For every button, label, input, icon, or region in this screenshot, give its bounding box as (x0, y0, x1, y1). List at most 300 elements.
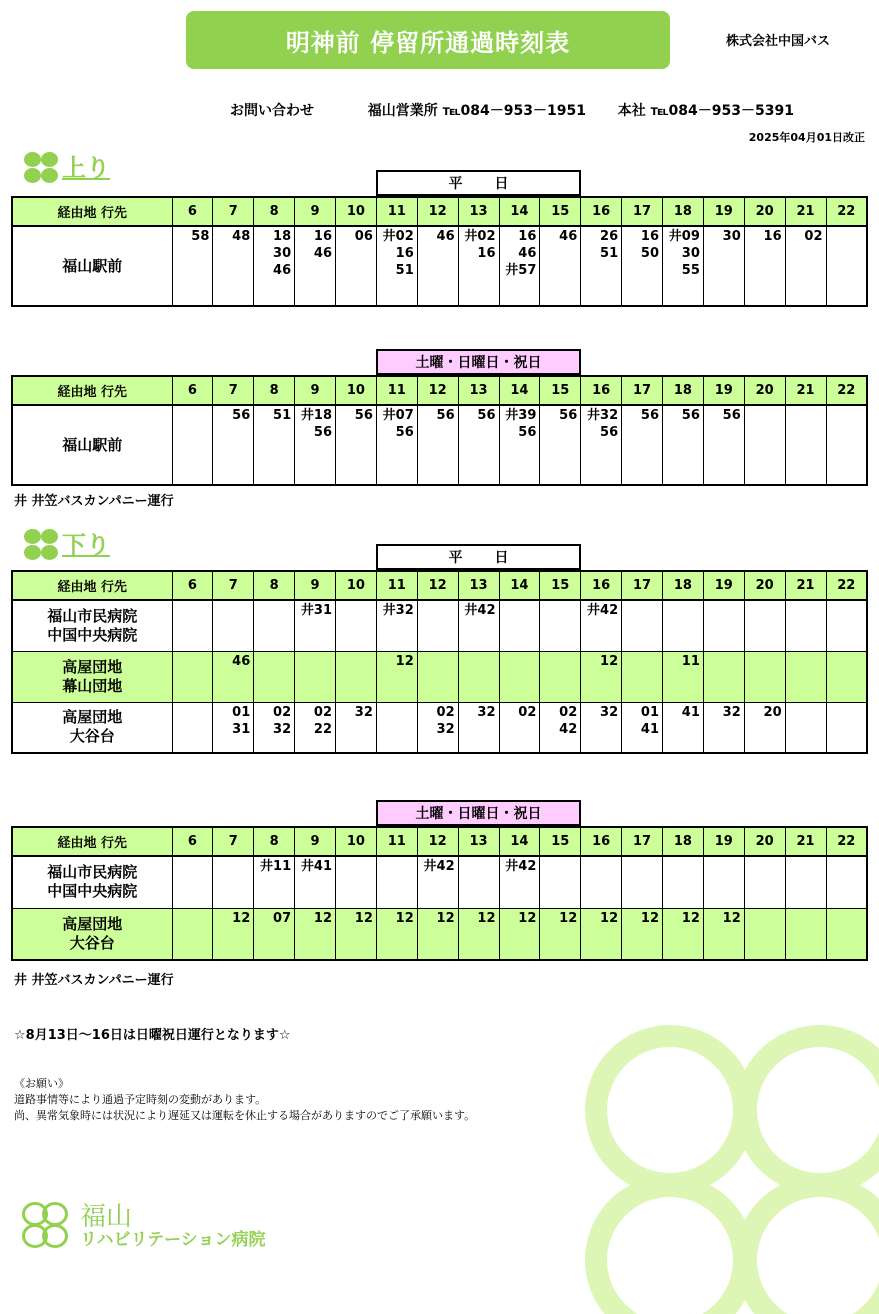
time-cell (254, 908, 295, 960)
route-stop-name: 高屋団地 (62, 708, 123, 727)
departure-minute: 井32 (382, 603, 414, 618)
hour-column-header: 12 (417, 571, 458, 600)
departure-minute: 12 (313, 910, 332, 926)
departure-minute: 50 (640, 246, 659, 261)
time-cell (458, 226, 499, 306)
time-cell (499, 405, 540, 485)
time-cell (295, 856, 336, 908)
hour-column-header: 17 (622, 571, 663, 600)
clover-logo-icon (18, 1198, 76, 1256)
time-cell (581, 405, 622, 485)
hour-column-header: 15 (540, 376, 581, 405)
time-cell (499, 651, 540, 702)
hour-column-header: 18 (663, 376, 704, 405)
time-cell (376, 651, 417, 702)
departure-minute: 01 (640, 704, 659, 720)
departure-minute: 井07 (382, 408, 414, 423)
hour-column-header: 13 (458, 827, 499, 856)
time-cell (703, 908, 744, 960)
time-cell (417, 856, 458, 908)
departure-minute: 12 (600, 653, 619, 669)
timetable-up-holiday (11, 375, 868, 486)
hour-column-header: 12 (417, 376, 458, 405)
hour-column-header: 14 (499, 827, 540, 856)
hour-column-header: 11 (376, 571, 417, 600)
hour-column-header: 15 (540, 571, 581, 600)
departure-minute: 51 (273, 408, 292, 423)
time-cell (417, 226, 458, 306)
departure-minute: 56 (559, 408, 578, 423)
departure-minute: 56 (518, 425, 537, 440)
request-line: 道路事情等により通過予定時刻の変動があります。 (14, 1093, 267, 1106)
request-title: 《お願い》 (14, 1077, 69, 1090)
time-cell (785, 651, 826, 702)
time-cell (785, 405, 826, 485)
hour-column-header: 19 (703, 571, 744, 600)
departure-minute: 30 (273, 246, 292, 261)
hospital-logo (18, 1198, 265, 1256)
time-cell (336, 908, 377, 960)
departure-minute: 02 (313, 704, 332, 720)
hour-column-header: 17 (622, 376, 663, 405)
hour-column-header: 18 (663, 827, 704, 856)
departure-minute: 41 (681, 704, 700, 720)
time-cell (336, 651, 377, 702)
time-cell (744, 405, 785, 485)
time-cell (254, 856, 295, 908)
time-cell (663, 226, 704, 306)
departure-minute: 井18 (300, 408, 332, 423)
time-cell (295, 651, 336, 702)
section-label-up: 上り (62, 154, 110, 182)
time-cell (213, 908, 254, 960)
time-cell (744, 856, 785, 908)
route-stop-name: 大谷台 (69, 933, 115, 952)
day-label-down-weekday: 平日 (376, 544, 581, 570)
departure-minute: 02 (273, 704, 292, 720)
clover-icon (24, 152, 60, 184)
hour-column-header: 21 (785, 376, 826, 405)
time-cell (499, 600, 540, 651)
time-cell (213, 226, 254, 306)
departure-minute: 井09 (668, 229, 700, 244)
hour-column-header: 10 (336, 571, 377, 600)
route-destination (12, 908, 172, 960)
time-cell (458, 702, 499, 753)
timetable-down-holiday (11, 826, 868, 961)
hour-column-header: 19 (703, 827, 744, 856)
time-cell (703, 600, 744, 651)
time-cell (417, 600, 458, 651)
time-cell (622, 226, 663, 306)
departure-minute: 井31 (300, 603, 332, 618)
departure-minute: 16 (313, 229, 332, 244)
time-cell (254, 651, 295, 702)
time-cell (703, 856, 744, 908)
time-cell (703, 226, 744, 306)
departure-minute: 井11 (260, 859, 292, 874)
route-destination (12, 702, 172, 753)
day-label-down-holiday: 土曜・日曜日・祝日 (376, 800, 581, 826)
time-cell (581, 226, 622, 306)
hour-column-header: 11 (376, 827, 417, 856)
route-stop-name: 福山市民病院 (47, 606, 138, 625)
hour-column-header: 18 (663, 197, 704, 226)
hour-column-header: 9 (295, 827, 336, 856)
hour-column-header: 17 (622, 827, 663, 856)
route-stop-name: 福山市民病院 (47, 863, 138, 882)
departure-minute: 12 (640, 910, 659, 926)
departure-minute: 56 (354, 408, 373, 423)
route-stop-name: 中国中央病院 (47, 882, 138, 901)
departure-minute: 22 (313, 721, 332, 737)
time-cell (663, 405, 704, 485)
departure-minute: 32 (273, 721, 292, 737)
hour-column-header: 15 (540, 197, 581, 226)
time-cell (785, 908, 826, 960)
departure-minute: 12 (354, 910, 373, 926)
time-cell (458, 908, 499, 960)
departure-minute: 井02 (464, 229, 496, 244)
departure-minute: 56 (477, 408, 496, 423)
time-cell (744, 908, 785, 960)
departure-minute: 30 (681, 246, 700, 261)
time-cell (826, 226, 867, 306)
time-cell (172, 651, 213, 702)
departure-minute: 井32 (587, 408, 619, 423)
time-cell (213, 405, 254, 485)
time-cell (499, 908, 540, 960)
time-cell (172, 856, 213, 908)
route-destination (12, 651, 172, 702)
hour-column-header: 18 (663, 571, 704, 600)
hour-column-header: 14 (499, 376, 540, 405)
route-column-header: 経由地 行先 (12, 827, 172, 856)
time-cell (744, 600, 785, 651)
departure-minute: 56 (600, 425, 619, 440)
route-stop-name: 福山駅前 (62, 256, 123, 275)
time-cell (254, 226, 295, 306)
departure-minute: 46 (518, 246, 537, 261)
timetable-down-weekday (11, 570, 868, 754)
time-cell (663, 908, 704, 960)
hour-column-header: 13 (458, 197, 499, 226)
hour-column-header: 15 (540, 827, 581, 856)
hour-column-header: 14 (499, 197, 540, 226)
departure-minute: 02 (436, 704, 455, 720)
departure-minute: 20 (763, 704, 782, 720)
route-destination (12, 405, 172, 485)
hour-column-header: 9 (295, 376, 336, 405)
background-clover-decoration (585, 1025, 879, 1314)
hour-column-header: 16 (581, 376, 622, 405)
departure-minute: 32 (600, 704, 619, 720)
time-cell (663, 651, 704, 702)
contact-office2: 本社 ℡084－953－5391 (617, 103, 794, 119)
hour-column-header: 6 (172, 197, 213, 226)
time-cell (540, 702, 581, 753)
hour-column-header: 19 (703, 376, 744, 405)
time-cell (213, 702, 254, 753)
time-cell (663, 702, 704, 753)
departure-minute: 56 (722, 408, 741, 423)
time-cell (826, 600, 867, 651)
time-cell (213, 651, 254, 702)
time-cell (826, 856, 867, 908)
hour-column-header: 9 (295, 197, 336, 226)
time-cell (458, 856, 499, 908)
time-cell (254, 702, 295, 753)
departure-minute: 18 (273, 229, 292, 244)
time-cell (376, 908, 417, 960)
time-cell (785, 226, 826, 306)
departure-minute: 12 (600, 910, 619, 926)
hour-column-header: 6 (172, 376, 213, 405)
hour-column-header: 20 (744, 571, 785, 600)
time-cell (458, 651, 499, 702)
time-cell (336, 856, 377, 908)
route-destination (12, 856, 172, 908)
route-column-header: 経由地 行先 (12, 197, 172, 226)
departure-minute: 01 (232, 704, 251, 720)
route-column-header: 経由地 行先 (12, 571, 172, 600)
departure-minute: 12 (395, 653, 414, 669)
time-cell (622, 600, 663, 651)
departure-minute: 30 (722, 229, 741, 244)
time-cell (295, 600, 336, 651)
departure-minute: 56 (313, 425, 332, 440)
time-cell (785, 856, 826, 908)
departure-minute: 41 (640, 721, 659, 737)
time-cell (336, 600, 377, 651)
departure-minute: 48 (232, 229, 251, 244)
time-cell (703, 651, 744, 702)
operator-note: 井 井笠バスカンパニー運行 (14, 973, 174, 988)
hour-column-header: 7 (213, 376, 254, 405)
hour-column-header: 21 (785, 571, 826, 600)
contact-info (230, 100, 794, 120)
hour-column-header: 12 (417, 827, 458, 856)
time-cell (254, 600, 295, 651)
time-cell (376, 405, 417, 485)
revision-date: 2025年04月01日改正 (748, 131, 865, 144)
time-cell (663, 856, 704, 908)
time-cell (295, 702, 336, 753)
departure-minute: 16 (395, 246, 414, 261)
time-cell (622, 405, 663, 485)
clover-icon (24, 529, 60, 561)
departure-minute: 46 (273, 263, 292, 278)
departure-minute: 12 (722, 910, 741, 926)
time-cell (540, 405, 581, 485)
departure-minute: 58 (191, 229, 210, 244)
request-notes (14, 1076, 475, 1124)
time-cell (744, 702, 785, 753)
contact-office1: 福山営業所 ℡084－953－1951 (367, 103, 586, 119)
departure-minute: 56 (395, 425, 414, 440)
time-cell (295, 405, 336, 485)
time-cell (703, 702, 744, 753)
departure-minute: 32 (436, 721, 455, 737)
hour-column-header: 22 (826, 827, 867, 856)
hour-column-header: 6 (172, 571, 213, 600)
time-cell (499, 702, 540, 753)
timetable-row (12, 702, 867, 753)
hour-column-header: 16 (581, 827, 622, 856)
time-cell (581, 702, 622, 753)
departure-minute: 07 (273, 910, 292, 926)
departure-minute: 46 (436, 229, 455, 244)
holiday-notice: ☆8月13日～16日は日曜祝日運行となります☆ (14, 1028, 291, 1043)
hour-column-header: 13 (458, 376, 499, 405)
departure-minute: 井42 (505, 859, 537, 874)
departure-minute: 02 (559, 704, 578, 720)
hour-column-header: 10 (336, 827, 377, 856)
departure-minute: 井57 (505, 263, 537, 278)
time-cell (376, 600, 417, 651)
contact-label: お問い合わせ (230, 103, 314, 119)
departure-minute: 12 (681, 910, 700, 926)
time-cell (540, 600, 581, 651)
timetable-row (12, 908, 867, 960)
departure-minute: 井42 (423, 859, 455, 874)
departure-minute: 12 (559, 910, 578, 926)
hour-column-header: 17 (622, 197, 663, 226)
hour-column-header: 20 (744, 197, 785, 226)
hour-column-header: 8 (254, 197, 295, 226)
departure-minute: 51 (600, 246, 619, 261)
hour-column-header: 20 (744, 827, 785, 856)
route-destination (12, 226, 172, 306)
hour-column-header: 12 (417, 197, 458, 226)
time-cell (703, 405, 744, 485)
time-cell (581, 600, 622, 651)
logo-text-line2: リハビリテーション病院 (80, 1230, 266, 1250)
time-cell (826, 405, 867, 485)
hour-column-header: 7 (213, 827, 254, 856)
time-cell (336, 702, 377, 753)
time-cell (663, 600, 704, 651)
departure-minute: 02 (518, 704, 537, 720)
time-cell (622, 908, 663, 960)
departure-minute: 32 (354, 704, 373, 720)
time-cell (826, 651, 867, 702)
departure-minute: 55 (681, 263, 700, 278)
page-title: 明神前 停留所通過時刻表 (186, 11, 670, 69)
time-cell (172, 405, 213, 485)
hour-column-header: 19 (703, 197, 744, 226)
time-cell (785, 702, 826, 753)
departure-minute: 12 (518, 910, 537, 926)
time-cell (540, 226, 581, 306)
hour-column-header: 7 (213, 197, 254, 226)
departure-minute: 井42 (464, 603, 496, 618)
time-cell (295, 908, 336, 960)
hour-column-header: 22 (826, 376, 867, 405)
time-cell (254, 405, 295, 485)
route-stop-name: 高屋団地 (62, 657, 123, 676)
departure-minute: 32 (722, 704, 741, 720)
time-cell (581, 856, 622, 908)
route-stop-name: 中国中央病院 (47, 625, 138, 644)
time-cell (458, 600, 499, 651)
hour-column-header: 21 (785, 197, 826, 226)
timetable-row (12, 651, 867, 702)
departure-minute: 16 (763, 229, 782, 244)
time-cell (213, 600, 254, 651)
time-cell (417, 702, 458, 753)
departure-minute: 12 (232, 910, 251, 926)
timetable-row (12, 226, 867, 306)
time-cell (336, 226, 377, 306)
timetable-row (12, 856, 867, 908)
departure-minute: 46 (232, 653, 251, 669)
departure-minute: 56 (232, 408, 251, 423)
hour-column-header: 16 (581, 197, 622, 226)
route-stop-name: 福山駅前 (62, 435, 123, 454)
time-cell (172, 600, 213, 651)
time-cell (785, 600, 826, 651)
timetable-row (12, 600, 867, 651)
time-cell (458, 405, 499, 485)
time-cell (744, 651, 785, 702)
time-cell (826, 908, 867, 960)
day-label-up-weekday: 平日 (376, 170, 581, 196)
hour-column-header: 14 (499, 571, 540, 600)
departure-minute: 32 (477, 704, 496, 720)
time-cell (622, 702, 663, 753)
hour-column-header: 22 (826, 197, 867, 226)
departure-minute: 16 (477, 246, 496, 261)
time-cell (540, 651, 581, 702)
hour-column-header: 21 (785, 827, 826, 856)
time-cell (499, 226, 540, 306)
time-cell (213, 856, 254, 908)
route-stop-name: 高屋団地 (62, 914, 123, 933)
time-cell (744, 226, 785, 306)
departure-minute: 12 (477, 910, 496, 926)
request-line: 尚、異常気象時には状況により遅延又は運転を休止する場合がありますのでご了承願います。 (14, 1109, 476, 1122)
hour-column-header: 22 (826, 571, 867, 600)
hour-column-header: 10 (336, 376, 377, 405)
departure-minute: 31 (232, 721, 251, 737)
departure-minute: 56 (436, 408, 455, 423)
time-cell (540, 908, 581, 960)
time-cell (417, 908, 458, 960)
day-label-up-holiday: 土曜・日曜日・祝日 (376, 349, 581, 375)
hour-column-header: 6 (172, 827, 213, 856)
time-cell (376, 702, 417, 753)
route-destination (12, 600, 172, 651)
hour-column-header: 11 (376, 376, 417, 405)
time-cell (172, 702, 213, 753)
departure-minute: 井41 (300, 859, 332, 874)
section-heading-down (24, 529, 110, 561)
operator-note: 井 井笠バスカンパニー運行 (14, 494, 174, 509)
timetable-row (12, 405, 867, 485)
time-cell (622, 651, 663, 702)
time-cell (581, 908, 622, 960)
departure-minute: 06 (354, 229, 373, 244)
time-cell (172, 908, 213, 960)
hour-column-header: 7 (213, 571, 254, 600)
time-cell (417, 651, 458, 702)
departure-minute: 42 (559, 721, 578, 737)
timetable-up-weekday (11, 196, 868, 307)
route-stop-name: 幕山団地 (62, 676, 123, 695)
hour-column-header: 8 (254, 827, 295, 856)
departure-minute: 井39 (505, 408, 537, 423)
